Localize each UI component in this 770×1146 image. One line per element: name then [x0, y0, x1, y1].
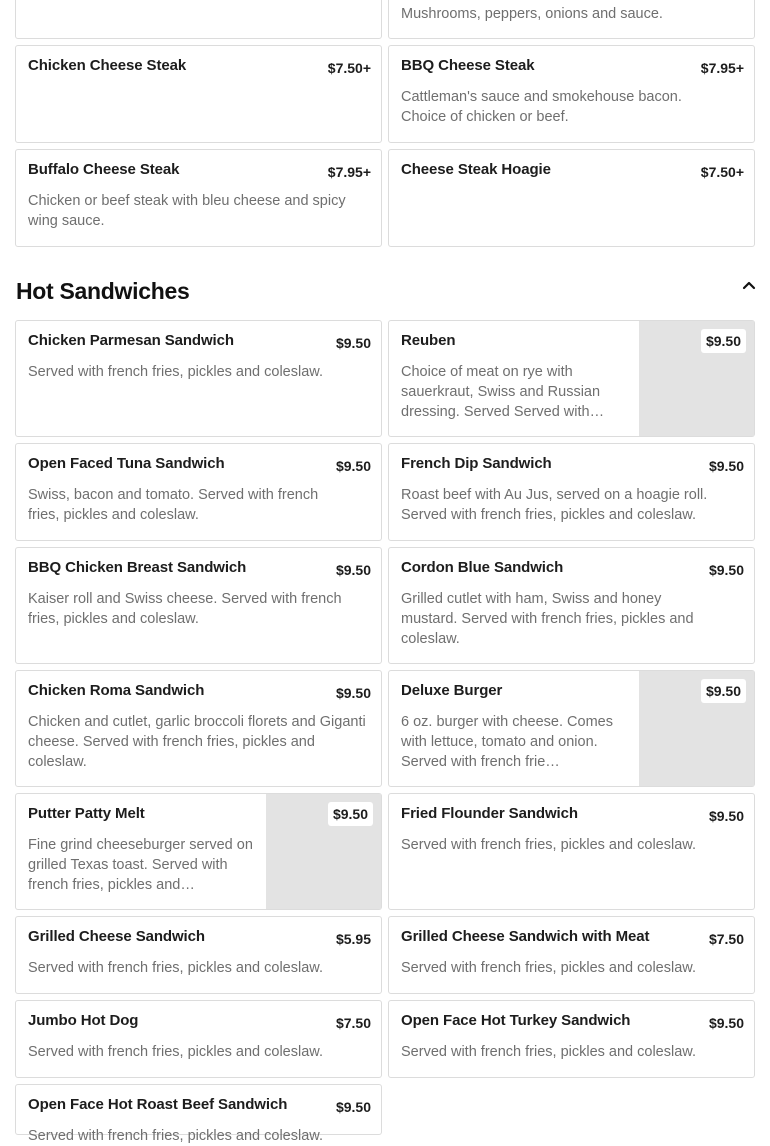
- menu-item-image: [266, 794, 381, 909]
- menu-item-description: Served with french fries, pickles and coleslaw.: [28, 1128, 323, 1144]
- menu-item-name: Chicken Roma Sandwich: [28, 682, 205, 699]
- menu-item-description: 6 oz. burger with cheese. Comes with lettuce, tomato and onion. Served with french frie…: [401, 714, 613, 770]
- menu-item-name: Reuben: [401, 332, 456, 349]
- menu-item-description: Chicken or beef steak with bleu cheese and spicy wing sauce.: [28, 193, 346, 229]
- menu-item-price: $7.95+: [700, 60, 744, 76]
- menu-item-price: $7.50: [335, 1015, 371, 1031]
- menu-item-image: [639, 321, 754, 436]
- menu-item-card[interactable]: [15, 443, 382, 541]
- menu-item-name: Cordon Blue Sandwich: [401, 559, 564, 576]
- menu-item-name: Jumbo Hot Dog: [28, 1012, 139, 1029]
- menu-item-description: Swiss, bacon and tomato. Served with french fries, pickles and coleslaw.: [28, 487, 319, 523]
- menu-item-description: Kaiser roll and Swiss cheese. Served with french fries, pickles and coleslaw.: [28, 591, 342, 627]
- menu-item-name: French Dip Sandwich: [401, 455, 552, 472]
- menu-item-name: Grilled Cheese Sandwich: [28, 928, 205, 945]
- menu-item-card[interactable]: [15, 0, 382, 39]
- menu-item-name: Cheese Steak Hoagie: [401, 161, 551, 178]
- menu-item-price: $9.50: [335, 458, 371, 474]
- menu-item-name: Chicken Cheese Steak: [28, 57, 187, 74]
- menu-item-name: Fried Flounder Sandwich: [401, 805, 578, 822]
- menu-item-price: $9.50: [701, 679, 746, 703]
- menu-item-name: Grilled Cheese Sandwich with Meat: [401, 928, 650, 945]
- menu-item-card[interactable]: [388, 1000, 755, 1078]
- menu-item-name: Buffalo Cheese Steak: [28, 161, 180, 178]
- menu-item-image: [639, 671, 754, 786]
- menu-item-price: $9.50: [335, 562, 371, 578]
- menu-item-description: Served with french fries, pickles and coleslaw.: [401, 960, 696, 976]
- chevron-up-icon[interactable]: [741, 278, 757, 294]
- menu-item-description: Grilled cutlet with ham, Swiss and honey mustard. Served with french fries, pickles and coleslaw.: [401, 591, 694, 647]
- menu-item-price: $9.50: [708, 458, 744, 474]
- section-title: Hot Sandwiches: [16, 278, 190, 304]
- menu-item-card[interactable]: [15, 547, 382, 664]
- menu-item-card[interactable]: [388, 443, 755, 541]
- menu-item-name: Open Face Hot Turkey Sandwich: [401, 1012, 631, 1029]
- menu-item-name: Open Faced Tuna Sandwich: [28, 455, 225, 472]
- menu-item-description: Choice of meat on rye with sauerkraut, Swiss and Russian dressing. Served Served with…: [401, 364, 605, 420]
- menu-item-description: Fine grind cheeseburger served on grilled Texas toast. Served with french fries, pickles and…: [28, 837, 253, 893]
- menu-item-card[interactable]: [388, 0, 755, 39]
- menu-item-price: $5.95: [335, 931, 371, 947]
- menu-item-description: Roast beef with Au Jus, served on a hoagie roll. Served with french fries, pickles and coleslaw.: [401, 487, 708, 523]
- menu-item-description: Mushrooms, peppers, onions and sauce.: [401, 6, 663, 22]
- menu-item-name: Chicken Parmesan Sandwich: [28, 332, 234, 349]
- menu-item-description: Served with french fries, pickles and coleslaw.: [28, 1044, 323, 1060]
- menu-item-name: Open Face Hot Roast Beef Sandwich: [28, 1096, 288, 1113]
- menu-item-price: $9.50: [335, 685, 371, 701]
- menu-item-price: $9.50: [708, 808, 744, 824]
- menu-item-card[interactable]: [15, 149, 382, 247]
- menu-item-price: $9.50: [335, 335, 371, 351]
- menu-item-price: $7.50+: [327, 60, 371, 76]
- menu-item-price: $9.50: [328, 802, 373, 826]
- menu-item-name: BBQ Chicken Breast Sandwich: [28, 559, 247, 576]
- menu-item-card[interactable]: [388, 547, 755, 664]
- menu-item-price: $7.50+: [700, 164, 744, 180]
- menu-item-name: Deluxe Burger: [401, 682, 503, 699]
- menu-item-description: Chicken and cutlet, garlic broccoli florets and Giganti cheese. Served with french fries, pickles and coleslaw.: [28, 714, 366, 770]
- menu-item-price: $9.50: [708, 562, 744, 578]
- menu-item-price: $7.95+: [327, 164, 371, 180]
- menu-item-card[interactable]: [388, 916, 755, 994]
- menu-item-card[interactable]: [15, 1084, 382, 1144]
- menu-item-card[interactable]: [15, 793, 382, 910]
- menu-item-price: $9.50: [335, 1099, 371, 1115]
- menu-item-card[interactable]: [388, 320, 755, 437]
- menu-item-card[interactable]: [15, 670, 382, 787]
- menu-item-description: Served with french fries, pickles and coleslaw.: [401, 837, 696, 853]
- menu-item-card[interactable]: [15, 45, 382, 143]
- menu-item-description: Served with french fries, pickles and coleslaw.: [28, 960, 323, 976]
- menu-item-card[interactable]: [15, 916, 382, 994]
- menu-item-price: $9.50: [701, 329, 746, 353]
- menu-item-card[interactable]: [388, 45, 755, 143]
- menu-item-description: Served with french fries, pickles and coleslaw.: [401, 1044, 696, 1060]
- menu-item-card[interactable]: [15, 320, 382, 437]
- menu-item-price: $9.50: [708, 1015, 744, 1031]
- menu-item-card[interactable]: [388, 670, 755, 787]
- menu-item-description: Served with french fries, pickles and coleslaw.: [28, 364, 323, 380]
- menu-item-card[interactable]: [388, 793, 755, 910]
- menu-item-price: $7.50: [708, 931, 744, 947]
- menu-item-card[interactable]: [388, 149, 755, 247]
- menu-item-card[interactable]: [15, 1000, 382, 1078]
- menu-item-name: BBQ Cheese Steak: [401, 57, 535, 74]
- menu-item-description: Cattleman's sauce and smokehouse bacon. Choice of chicken or beef.: [401, 89, 682, 125]
- menu-item-name: Putter Patty Melt: [28, 805, 145, 822]
